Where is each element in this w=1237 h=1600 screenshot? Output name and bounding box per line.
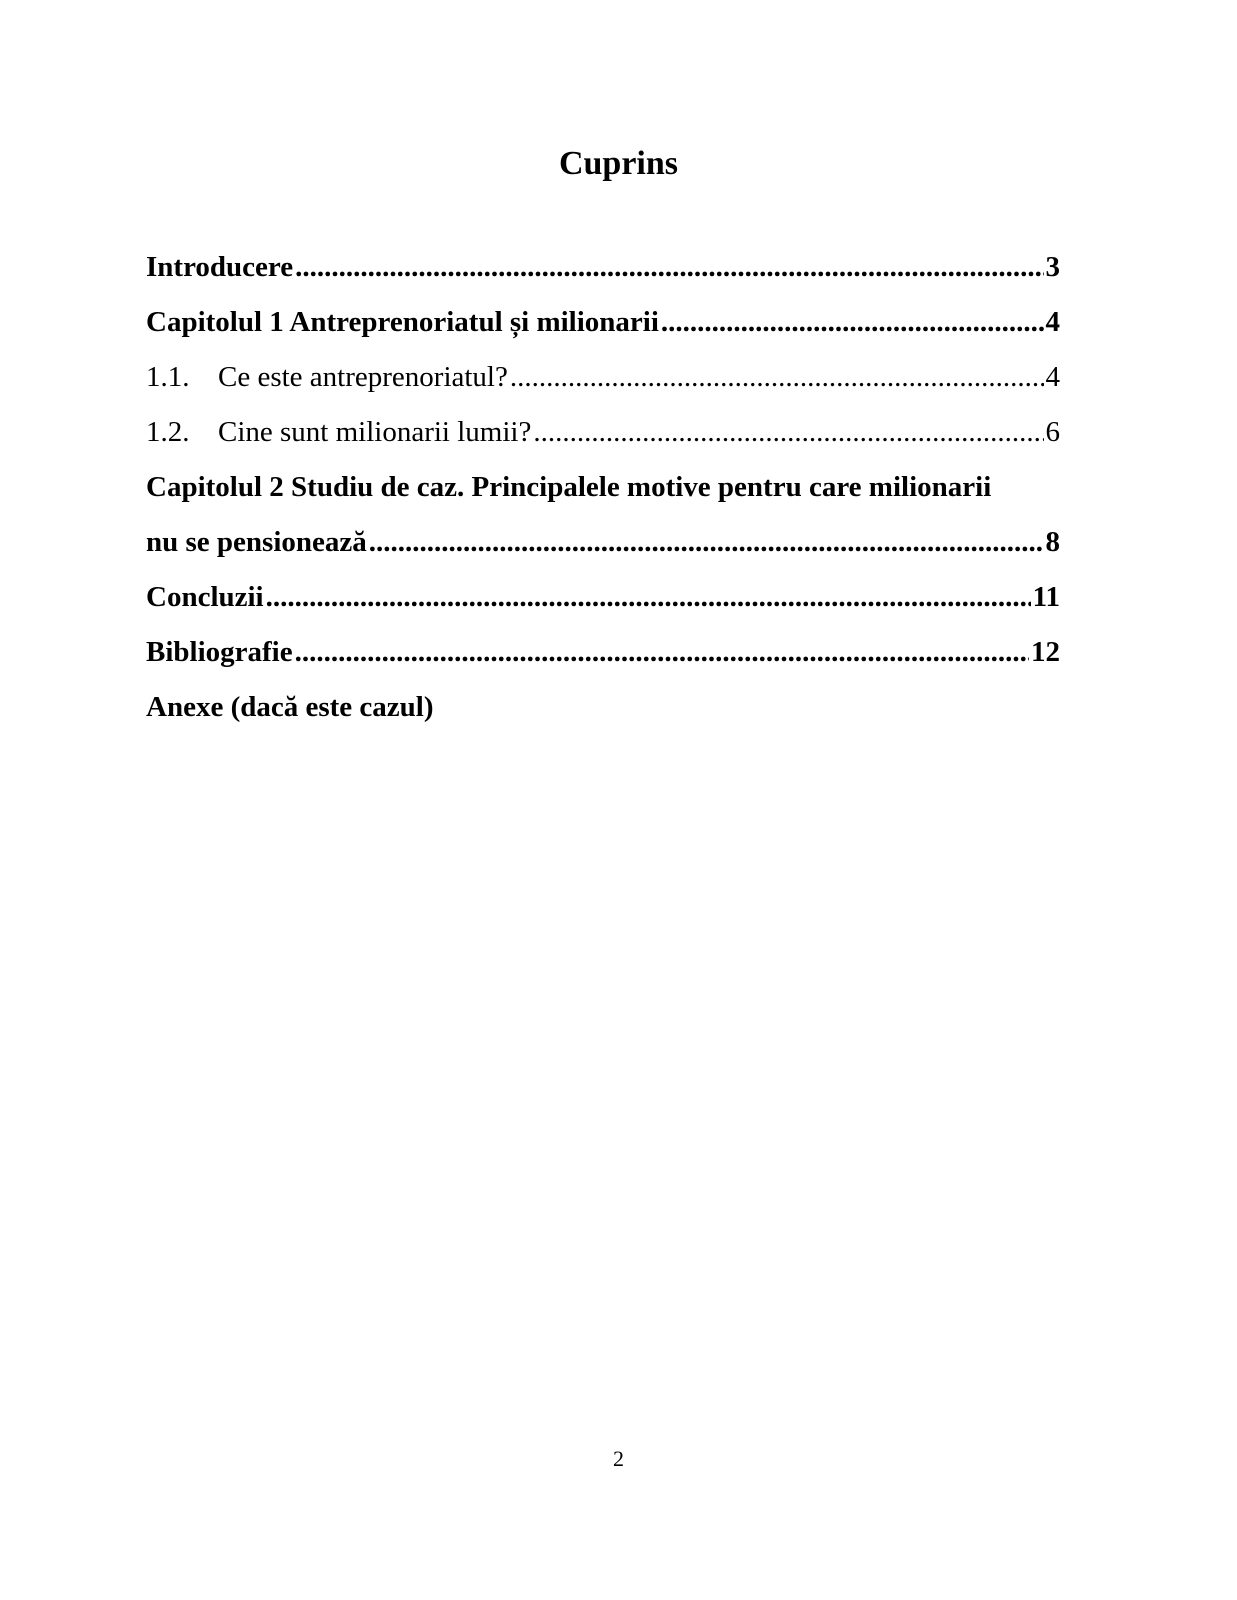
- table-of-contents: [146, 240, 1082, 735]
- toc-entry-label: Ce este antreprenoriatul?: [218, 361, 508, 393]
- toc-entry-page: 6: [1045, 416, 1060, 448]
- toc-leader-dots: [295, 240, 1043, 295]
- toc-entry-page: 12: [1031, 636, 1060, 668]
- toc-entry-label: Capitolul 1 Antreprenoriatul și milionarii: [146, 306, 659, 338]
- toc-entry-section-1-2[interactable]: [146, 405, 1082, 460]
- toc-leader-dots: [533, 405, 1043, 460]
- toc-entry-introducere[interactable]: [146, 240, 1082, 295]
- toc-entry-page: 4: [1045, 306, 1060, 338]
- toc-leader-dots: [510, 350, 1044, 405]
- toc-entry-number: 1.1.: [146, 361, 190, 393]
- toc-entry-capitolul-1[interactable]: [146, 295, 1082, 350]
- toc-entry-label: Capitolul 2 Studiu de caz. Principalele motive pentru care milionarii: [146, 471, 992, 503]
- toc-entry-section-1-1[interactable]: [146, 350, 1082, 405]
- toc-entry-page: 8: [1045, 526, 1060, 558]
- toc-entry-number: 1.2.: [146, 416, 190, 448]
- toc-leader-dots: [661, 295, 1044, 350]
- toc-leader-dots: [295, 625, 1029, 680]
- page-number: 2: [613, 1446, 624, 1471]
- toc-entry-bibliografie[interactable]: [146, 625, 1082, 680]
- toc-leader-dots: [369, 515, 1044, 570]
- toc-entry-label: Introducere: [146, 251, 294, 283]
- toc-entry-label: nu se pensionează: [146, 526, 367, 558]
- toc-entry-anexe[interactable]: [146, 680, 1082, 735]
- page-title: Cuprins: [558, 145, 679, 182]
- toc-entry-label: Anexe (dacă este cazul): [146, 691, 434, 723]
- toc-entry-capitolul-2-line2[interactable]: [146, 515, 1082, 570]
- toc-entry-page: 3: [1045, 251, 1060, 283]
- toc-leader-dots: [266, 570, 1031, 625]
- toc-entry-capitolul-2-line1[interactable]: [146, 460, 1082, 515]
- toc-entry-label: Concluzii: [146, 581, 264, 613]
- toc-entry-label: Cine sunt milionarii lumii?: [218, 416, 532, 448]
- toc-entry-concluzii[interactable]: [146, 570, 1082, 625]
- toc-entry-page: 11: [1032, 581, 1060, 613]
- toc-entry-label: Bibliografie: [146, 636, 293, 668]
- toc-entry-page: 4: [1045, 361, 1060, 393]
